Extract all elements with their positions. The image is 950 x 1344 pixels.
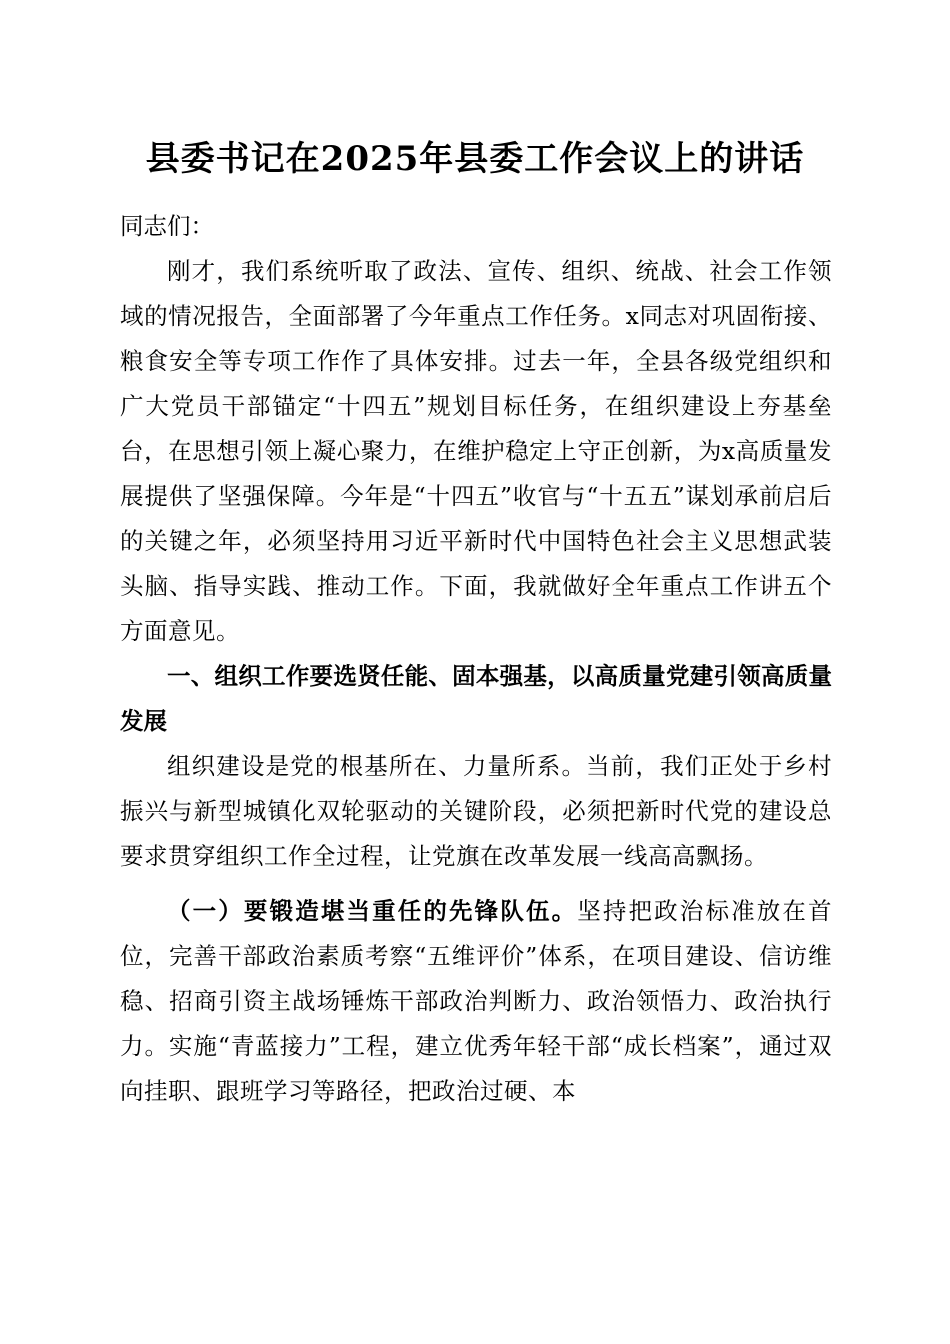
opening-paragraph: 刚才，我们系统听取了政法、宣传、组织、统战、社会工作领域的情况报告，全面部署了今年重点工作任务。x同志对巩固衔接、粮食安全等专项工作作了具体安排。过去一年，全县各级党组织和广大党员干部锚定“十四五”规划目标任务，在组织建设上夯基垒台，在思想引领上凝心聚力，在维护稳定上守正创新，为x高质量发展提供了坚强保障。今年是“十四五”收官与“十五五”谋划承前启后的关键之年，必须坚持用习近平新时代中国特色社会主义思想武装头脑、指导实践、推动工作。下面，我就做好全年重点工作讲五个方面意见。	[120, 257, 832, 645]
subsection-1-paragraph	[120, 889, 832, 1114]
document-body	[120, 204, 832, 1114]
subsection-1-text: 坚持把政治标准放在首位，完善干部政治素质考察“五维评价”体系，在项目建设、信访维稳、招商引资主战场锤炼干部政治判断力、政治领悟力、政治执行力。实施“青蓝接力”工程，建立优秀年轻干部“成长档案”，通过双向挂职、跟班学习等路径，把政治过硬、本	[120, 897, 833, 1105]
document-title: 县委书记在2025年县委工作会议上的讲话	[145, 139, 805, 179]
subsection-1-lead: （一）要锻造堪当重任的先锋队伍。	[167, 897, 578, 925]
section-heading-1: 一、组织工作要选贤任能、固本强基，以高质量党建引领高质量发展	[120, 662, 832, 735]
section-1-paragraph: 组织建设是党的根基所在、力量所系。当前，我们正处于乡村振兴与新型城镇化双轮驱动的关键阶段，必须把新时代党的建设总要求贯穿组织工作全过程，让党旗在改革发展一线高高飘扬。	[120, 752, 832, 870]
salutation: 同志们：	[120, 212, 214, 240]
